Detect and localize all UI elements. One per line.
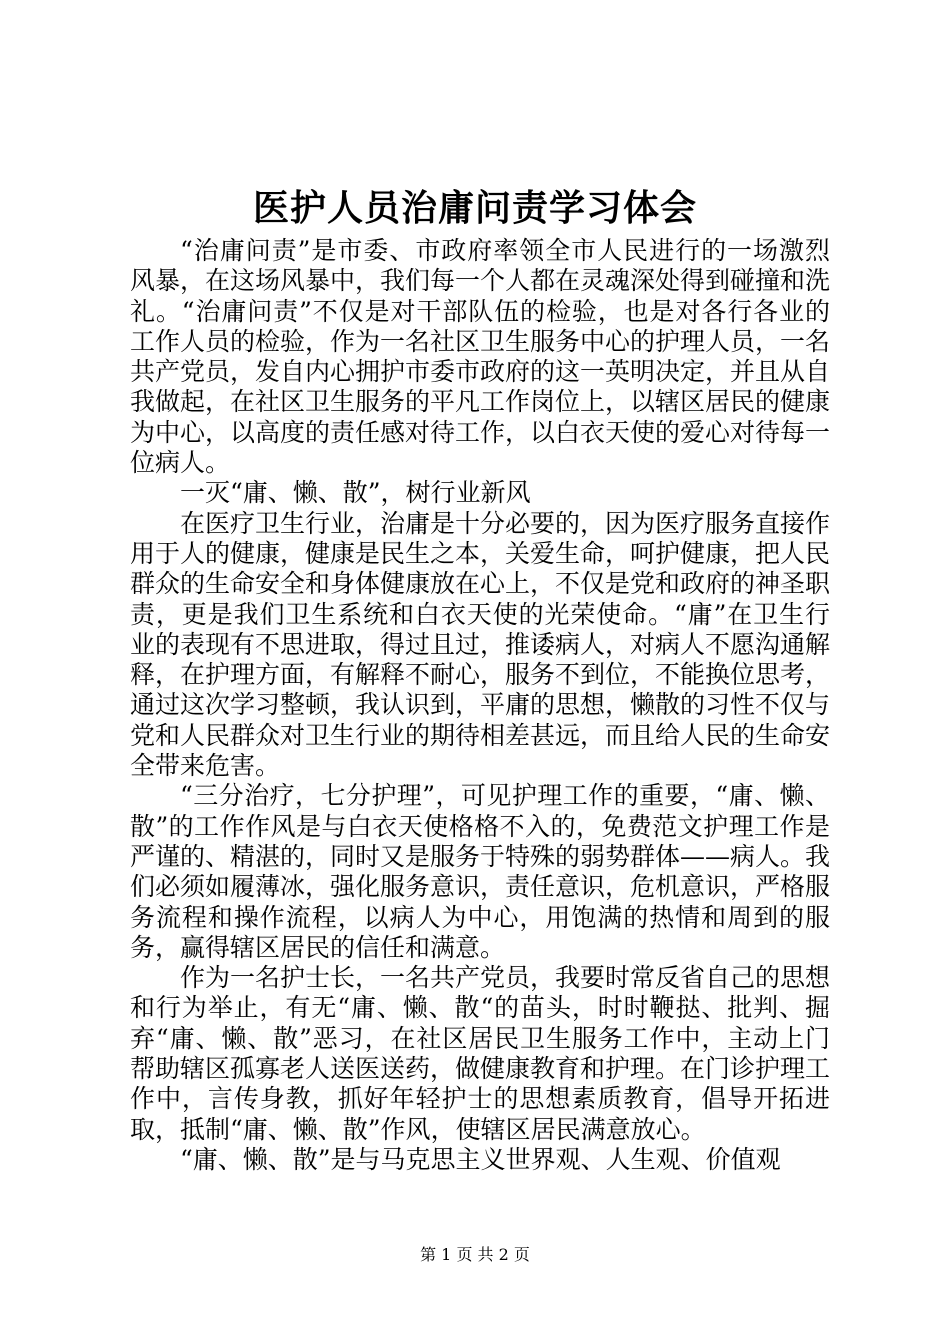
document-title: 医护人员治庸问责学习体会 <box>252 187 697 229</box>
paragraph-5: “庸、懒、散”是与马克思主义世界观、人生观、价值观 <box>180 1144 781 1174</box>
paragraph-3: “三分治疗，七分护理”，可见护理工作的重要，“庸、懒、散”的工作作风是与白衣天使格格不入的，免费范文护理工作是严谨的、精湛的，同时又是服务于特殊的弱势群体——病人。我们必须如履薄冰，强化服务意识，责任意识，危机意识，严格服务流程和操作流程，以病人为中心，用饱满的热情和周到的服务，赢得辖区居民的信任和满意。 <box>130 781 831 962</box>
page-footer: 第 1 页 共 2 页 <box>420 1245 530 1264</box>
document-body <box>130 236 830 1175</box>
paragraph-1: “治庸问责”是市委、市政府率领全市人民进行的一场激烈风暴，在这场风暴中，我们每一个人都在灵魂深处得到碰撞和洗礼。“治庸问责”不仅是对干部队伍的检验，也是对各行各业的工作人员的检验，作为一名社区卫生服务中心的护理人员，一名共产党员，发自内心拥护市委市政府的这一英明决定，并且从自我做起，在社区卫生服务的平凡工作岗位上，以辖区居民的健康为中心，以高度的责任感对待工作，以白衣天使的爱心对待每一位病人。 <box>130 236 831 478</box>
paragraph-2: 在医疗卫生行业，治庸是十分必要的，因为医疗服务直接作用于人的健康，健康是民生之本，关爱生命，呵护健康，把人民群众的生命安全和身体健康放在心上，不仅是党和政府的神圣职责，更是我们卫生系统和白衣天使的光荣使命。“庸”在卫生行业的表现有不思进取，得过且过，推诿病人，对病人不愿沟通解释，在护理方面，有解释不耐心，服务不到位，不能换位思考，通过这次学习整顿，我认识到，平庸的思想，懒散的习性不仅与党和人民群众对卫生行业的期待相差甚远，而且给人民的生命安全带来危害。 <box>130 508 831 781</box>
paragraph-4: 作为一名护士长，一名共产党员，我要时常反省自己的思想和行为举止，有无“庸、懒、散“的苗头，时时鞭挞、批判、掘弃“庸、懒、散”恶习，在社区居民卫生服务工作中，主动上门帮助辖区孤寡老人送医送药，做健康教育和护理。在门诊护理工作中，言传身教，抓好年轻护士的思想素质教育，倡导开拓进取，抵制“庸、懒、散”作风，使辖区居民满意放心。 <box>130 963 831 1144</box>
section-heading: 一灭“庸、懒、散”，树行业新风 <box>180 478 531 508</box>
